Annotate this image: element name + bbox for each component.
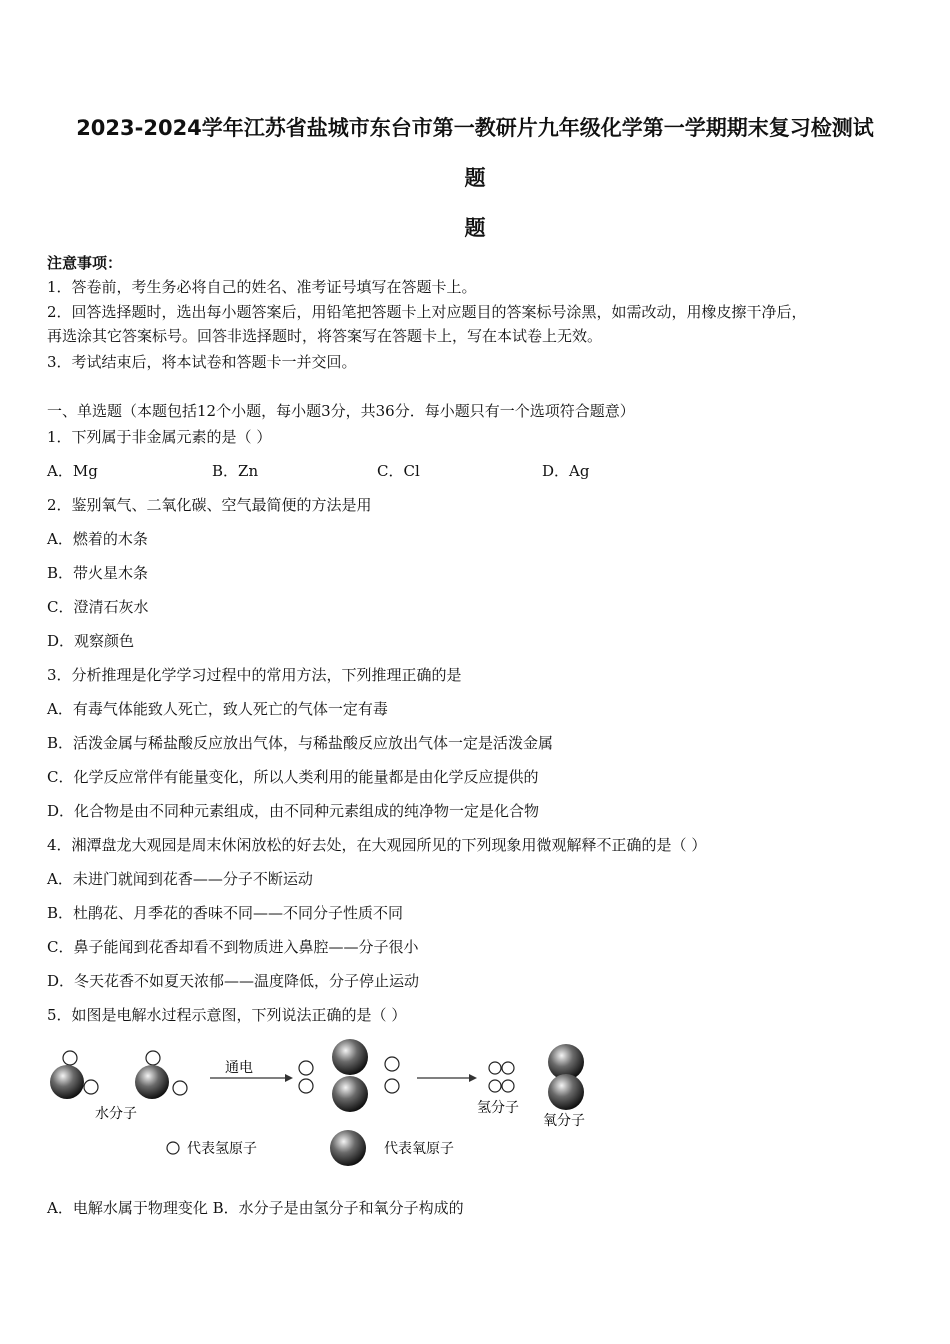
legend-hydrogen: 代表氢原子: [187, 1141, 257, 1157]
option-d: D．化合物是由不同种元素组成，由不同种元素组成的纯净物一定是化合物: [47, 802, 540, 820]
notice-item: 2．回答选择题时，选出每小题答案后，用铅笔把答题卡上对应题目的答案标号涂黑，如需改动，用橡皮擦干净后，: [47, 303, 807, 321]
notice-item: 3．考试结束后，将本试卷和答题卡一并交回。: [47, 353, 357, 371]
question-3-stem: 3．分析推理是化学学习过程中的常用方法，下列推理正确的是: [47, 666, 462, 684]
notice-heading: 注意事项：: [47, 254, 123, 272]
option-d: D．冬天花香不如夏天浓郁——温度降低，分子停止运动: [47, 972, 420, 990]
exam-title-line1: 2023-2024学年江苏省盐城市东台市第一教研片九年级化学第一学期期末复习检测试: [76, 116, 874, 140]
hydrogen-molecules: [489, 1062, 514, 1092]
option-b: B．Zn: [212, 462, 259, 480]
option-a: A．未进门就闻到花香——分子不断运动: [47, 870, 313, 888]
question-2-stem: 2．鉴别氧气、二氧化碳、空气最简便的方法是用: [47, 496, 372, 514]
option-b: B．杜鹃花、月季花的香味不同——不同分子性质不同: [47, 904, 404, 922]
hydrogen-molecule-label: 氢分子: [477, 1100, 519, 1116]
question-4-stem: 4．湘潭盘龙大观园是周末休闲放松的好去处，在大观园所见的下列现象用微观解释不正确的是（ ）: [47, 836, 707, 854]
water-molecule: [50, 1051, 98, 1099]
exam-title-line2: 题: [464, 166, 486, 190]
water-molecule: [135, 1051, 187, 1099]
oxygen-molecule: [548, 1044, 584, 1110]
separated-atoms: [299, 1039, 399, 1112]
arrow-label: 通电: [225, 1060, 253, 1076]
section-heading: 一、单选题（本题包括12个小题，每小题3分，共36分．每小题只有一个选项符合题意）: [47, 402, 635, 420]
option-c: C．Cl: [377, 462, 420, 480]
option-a: A．有毒气体能致人死亡，致人死亡的气体一定有毒: [47, 700, 388, 718]
option-a: A．燃着的木条: [47, 530, 148, 548]
legend-oxygen: 代表氧原子: [384, 1141, 454, 1157]
oxygen-molecule-label: 氧分子: [543, 1113, 585, 1129]
exam-title-line3: 题: [464, 216, 486, 240]
water-molecule-label: 水分子: [95, 1106, 137, 1122]
notice-item: 再选涂其它答案标号。回答非选择题时，将答案写在答题卡上，写在本试卷上无效。: [47, 327, 603, 345]
question-1-stem: 1．下列属于非金属元素的是（ ）: [47, 428, 272, 446]
question-5-options: A．电解水属于物理变化 B．水分子是由氢分子和氧分子构成的: [47, 1199, 464, 1217]
option-d: D．Ag: [542, 462, 590, 480]
option-a: A．Mg: [47, 462, 98, 480]
option-b: B．活泼金属与稀盐酸反应放出气体，与稀盐酸反应放出气体一定是活泼金属: [47, 734, 554, 752]
option-c: C．澄清石灰水: [47, 598, 149, 616]
option-c: C．鼻子能闻到花香却看不到物质进入鼻腔——分子很小: [47, 938, 419, 956]
option-c: C．化学反应常伴有能量变化，所以人类利用的能量都是由化学反应提供的: [47, 768, 539, 786]
question-1-options: [47, 460, 747, 482]
electrolysis-diagram: [45, 1038, 615, 1173]
question-5-stem: 5．如图是电解水过程示意图，下列说法正确的是（ ）: [47, 1006, 407, 1024]
reaction-arrow: [417, 1074, 477, 1082]
option-d: D．观察颜色: [47, 632, 135, 650]
option-b: B．带火星木条: [47, 564, 149, 582]
notice-item: 1．答卷前，考生务必将自己的姓名、准考证号填写在答题卡上。: [47, 278, 477, 296]
oxygen-atom-legend-icon: [330, 1130, 366, 1166]
hydrogen-atom-legend-icon: [167, 1142, 179, 1154]
